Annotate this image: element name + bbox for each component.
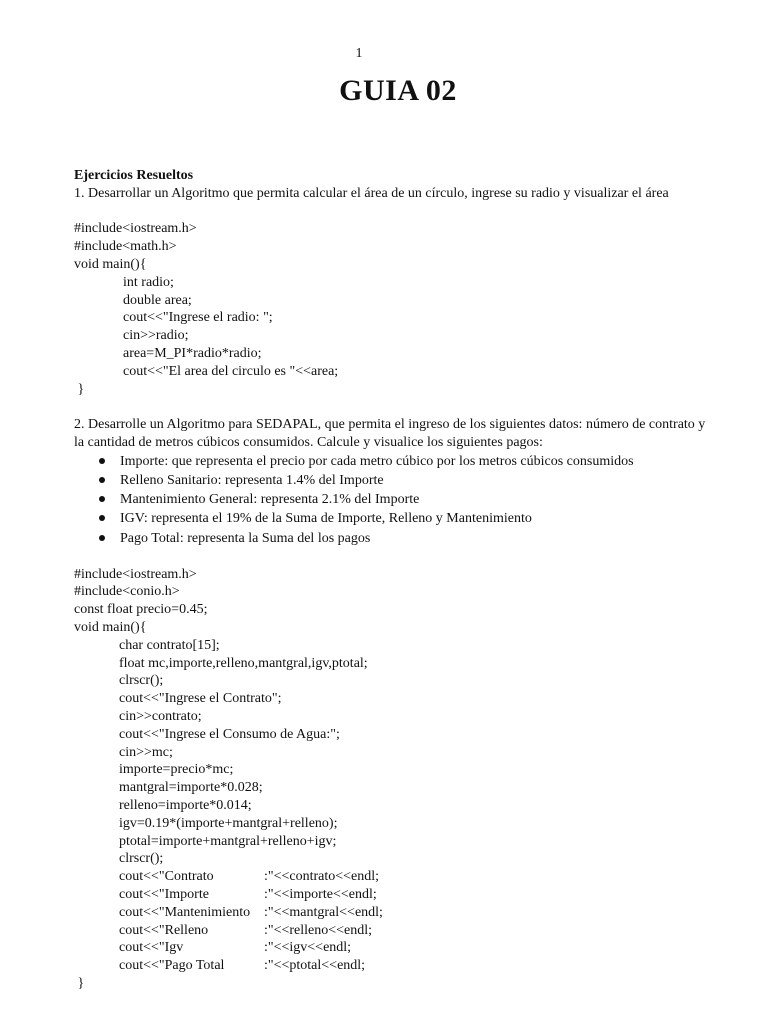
output-value: :"<<ptotal<<endl; — [264, 958, 366, 974]
exercise-2-statement: 2. Desarrolle un Algoritmo para SEDAPAL, que permita el ingreso de los siguientes datos: número de contrato y la cantidad de metros cúbicos consumidos. Calcule y visualice los siguientes pagos: — [74, 417, 706, 450]
code-line: char contrato[15]; — [119, 637, 220, 653]
code-line: cout<<"El area del circulo es "<<area; — [123, 363, 339, 379]
code-line: cin>>contrato; — [119, 708, 202, 724]
blank-line — [74, 203, 714, 221]
code-line: cout<<"Ingrese el radio: "; — [123, 310, 273, 326]
code-line: void main(){ — [74, 256, 147, 272]
code-line: #include<conio.h> — [74, 584, 180, 600]
exercise-1-code — [74, 220, 714, 398]
output-value: :"<<contrato<<endl; — [264, 869, 380, 885]
code-line — [74, 904, 714, 922]
list-item — [99, 509, 714, 528]
code-line — [74, 957, 714, 975]
exercise-1-statement: 1. Desarrollar un Algoritmo que permita calcular el área de un círculo, ingrese su radio y visualizar el área — [74, 185, 669, 201]
code-line — [74, 868, 714, 886]
list-item-text: Pago Total: representa la Suma del los pagos — [120, 530, 371, 546]
list-item — [99, 529, 714, 548]
code-line: float mc,importe,relleno,mantgral,igv,ptotal; — [119, 655, 368, 671]
blank-line — [74, 548, 714, 566]
code-line: area=M_PI*radio*radio; — [123, 345, 262, 361]
code-line: ptotal=importe+mantgral+relleno+igv; — [119, 833, 337, 849]
output-label: cout<<"Igv — [119, 940, 184, 956]
code-line: } — [74, 381, 85, 397]
output-label: cout<<"Pago Total — [119, 958, 225, 974]
code-line: } — [74, 975, 85, 991]
code-line: igv=0.19*(importe+mantgral+relleno); — [119, 815, 338, 831]
document-body — [74, 167, 714, 993]
code-line: #include<iostream.h> — [74, 566, 197, 582]
list-item-text: Importe: que representa el precio por cada metro cúbico por los metros cúbicos consumidos — [120, 453, 634, 469]
payment-list — [74, 452, 714, 548]
output-label: cout<<"Importe — [119, 886, 209, 902]
code-line: const float precio=0.45; — [74, 602, 208, 618]
code-line: cin>>mc; — [119, 744, 173, 760]
code-line: relleno=importe*0.014; — [119, 797, 252, 813]
bullet-icon — [99, 477, 105, 483]
output-value: :"<<igv<<endl; — [264, 940, 352, 956]
code-line: importe=precio*mc; — [119, 762, 234, 778]
code-line — [74, 922, 714, 940]
list-item-text: IGV: representa el 19% de la Suma de Importe, Relleno y Mantenimiento — [120, 511, 532, 527]
output-label: cout<<"Mantenimiento — [119, 904, 251, 920]
output-label: cout<<"Contrato — [119, 869, 214, 885]
page-title: GUIA 02 — [339, 74, 457, 107]
code-line: cout<<"Ingrese el Consumo de Agua:"; — [119, 726, 340, 742]
output-label: cout<<"Relleno — [119, 922, 209, 938]
code-line: #include<math.h> — [74, 239, 177, 255]
bullet-icon — [99, 535, 105, 541]
code-line: mantgral=importe*0.028; — [119, 780, 263, 796]
code-line: cin>>radio; — [123, 328, 189, 344]
code-line: void main(){ — [74, 619, 147, 635]
code-line: double area; — [123, 292, 192, 308]
list-item-text: Mantenimiento General: representa 2.1% del Importe — [120, 492, 420, 508]
bullet-icon — [99, 515, 105, 521]
code-line: cout<<"Ingrese el Contrato"; — [119, 691, 282, 707]
section-heading: Ejercicios Resueltos — [74, 168, 194, 183]
list-item — [99, 452, 714, 471]
list-item — [99, 490, 714, 509]
code-line: clrscr(); — [119, 673, 164, 689]
code-line: #include<iostream.h> — [74, 221, 197, 237]
output-value: :"<<relleno<<endl; — [264, 922, 373, 938]
list-item-text: Relleno Sanitario: representa 1.4% del Importe — [120, 472, 384, 488]
code-line — [74, 939, 714, 957]
code-line: clrscr(); — [119, 851, 164, 867]
bullet-icon — [99, 496, 105, 502]
exercise-2-code — [74, 566, 714, 993]
blank-line — [74, 398, 714, 416]
list-item — [99, 471, 714, 490]
page-number: 1 — [355, 46, 363, 61]
code-line — [74, 886, 714, 904]
code-line: int radio; — [123, 274, 174, 290]
output-value: :"<<mantgral<<endl; — [264, 904, 383, 920]
output-value: :"<<importe<<endl; — [264, 886, 377, 902]
bullet-icon — [99, 458, 105, 464]
